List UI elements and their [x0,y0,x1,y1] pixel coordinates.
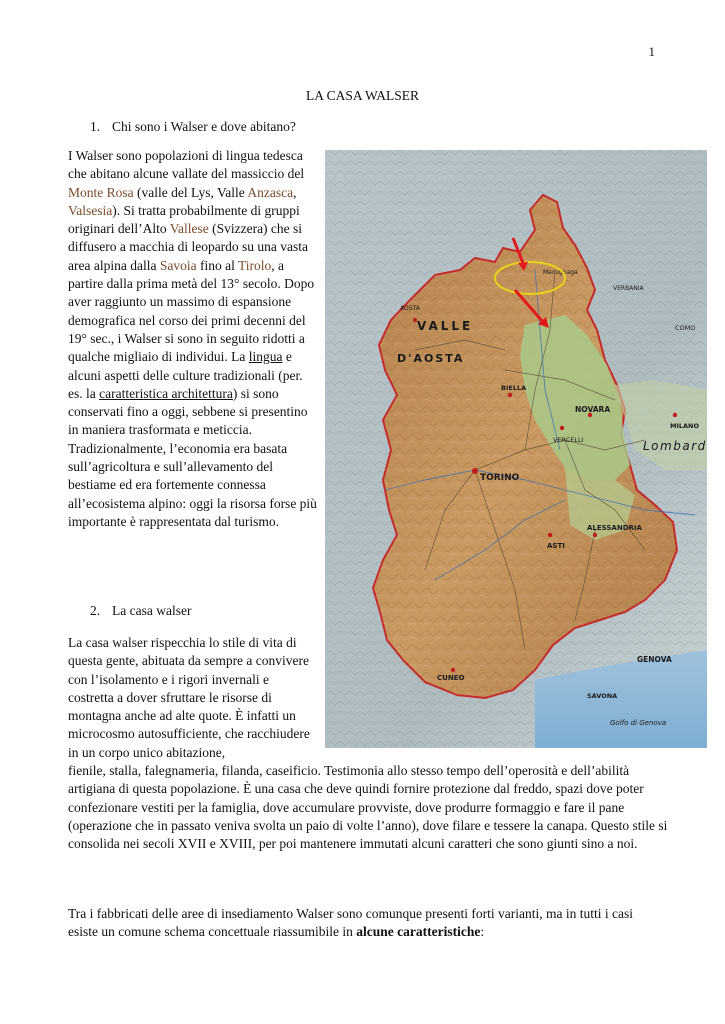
link-valsesia[interactable]: Valsesia [68,202,113,218]
document-title: LA CASA WALSER [305,88,420,103]
label-verbania: VERBANIA [613,285,644,292]
label-savona: SAVONA [587,692,618,700]
label-como: COMO [675,324,696,332]
link-lingua[interactable]: lingua [248,349,283,365]
paragraph-varianti [68,905,653,942]
label-golfo: Golfo di Genova [610,719,667,727]
paragraph-casa-column: La casa walser rispecchia lo stile di vita di questa gente, abituata da sempre a convivere con l’isolamento e i rigori invernali e costretta a dover sfruttare le risorse di montagna anche ad alte quote. È infatti un microcosmo autosufficiente, che racchiudere in un corpo unico abitazione, [68,635,310,760]
text-run: Tra i fabbricati delle aree di insediamento Walser sono comunque presenti forti varianti, ma in tutti i casi esiste un comune schema concettuale riassumibile in [68,906,634,940]
section-heading-text: La casa walser [112,603,192,618]
link-savoia[interactable]: Savoia [159,257,197,273]
section-heading-text: Chi sono i Walser e dove abitano? [112,119,296,134]
label-genova: GENOVA [637,655,672,664]
link-tirolo[interactable]: Tirolo [237,257,272,273]
page-number: 1 [648,44,655,59]
text-run: e alcuni aspetti delle culture tradizionali (per. es. la [68,349,303,401]
piemonte-map [325,150,707,748]
label-valle: VALLE [417,319,474,333]
label-torino: TORINO [480,473,520,483]
label-vercelli: VERCELLI [553,436,584,444]
section-heading-1 [90,119,296,135]
section-number: 1. [90,119,101,134]
paragraph-casa-full: fienile, stalla, falegnameria, filanda, caseificio. Testimonia allo stesso tempo dell’operosità e dell’abilità artigiana di questa popolazione. È una casa che deve quindi fornire protezione dal freddo, spazi dove poter confezionare vestiti per la famiglia, dove accumulare provviste, dove produrre formaggio e fare il pane (operazione che in passato veniva svolta un paio di volte l’anno), dove filare e tessere la canapa. Questo stile si consolida nei secoli XVII e XVIII, per poi mantenere immutati alcuni caratteri che sono giunti sino a noi. [68,763,668,852]
label-macugnaga: Macugnaga [543,269,578,276]
section-number: 2. [90,603,101,618]
label-lombardia: Lombard [643,439,707,453]
text-run: (valle del Lys, Valle [133,184,248,200]
text-run: ) si sono conservati fino a oggi, sebbene si presentino in maniera trasformata e meticcia. Tradizionalmente, l’economia era basata sull’agricoltura e sull’allevamento del bestiame ed era fortemente connessa all’ecosistema alpino: oggi la risorsa forse più importante è rappresentata dal turismo. [68,385,317,529]
link-vallese[interactable]: Vallese [169,221,209,237]
label-cuneo: CUNEO [437,674,465,682]
text-run: ). Si tratta probabilmente di gruppi originari dell’Alto [68,202,300,237]
label-alessandria: ALESSANDRIA [587,524,642,532]
label-daosta: D'AOSTA [397,352,465,365]
text-run: (Svizzera) che si diffusero a macchia di leopardo su una vasta area alpina dalla [68,221,309,273]
label-biella: BIELLA [501,384,527,392]
link-monte-rosa[interactable]: Monte Rosa [68,184,134,200]
section-heading-2 [90,603,191,619]
text-run: , [293,184,297,200]
text-run: fino al [196,257,238,273]
label-novara: NOVARA [575,405,611,414]
map-graphic [325,150,707,748]
text-run: : [480,924,485,940]
label-asti: ASTI [547,542,565,550]
label-milano: MILANO [670,422,700,430]
link-architettura[interactable]: caratteristica architettura [99,385,233,401]
text-run: , a partire dalla prima metà del 13° secolo. Dopo aver raggiunto un massimo di espansione demografica nel corso dei primi decenni del 19° sec., i Walser si sono in seguito ridotti a qualche migliaio di individui. La [68,257,315,365]
link-anzasca[interactable]: Anzasca [247,184,294,200]
label-aosta: AOSTA [400,305,420,312]
bold-text: alcune caratteristiche [356,924,481,940]
text-run: I Walser sono popolazioni di lingua tedesca che abitano alcune vallate del massiccio del [68,148,305,182]
paragraph-intro [68,147,318,531]
